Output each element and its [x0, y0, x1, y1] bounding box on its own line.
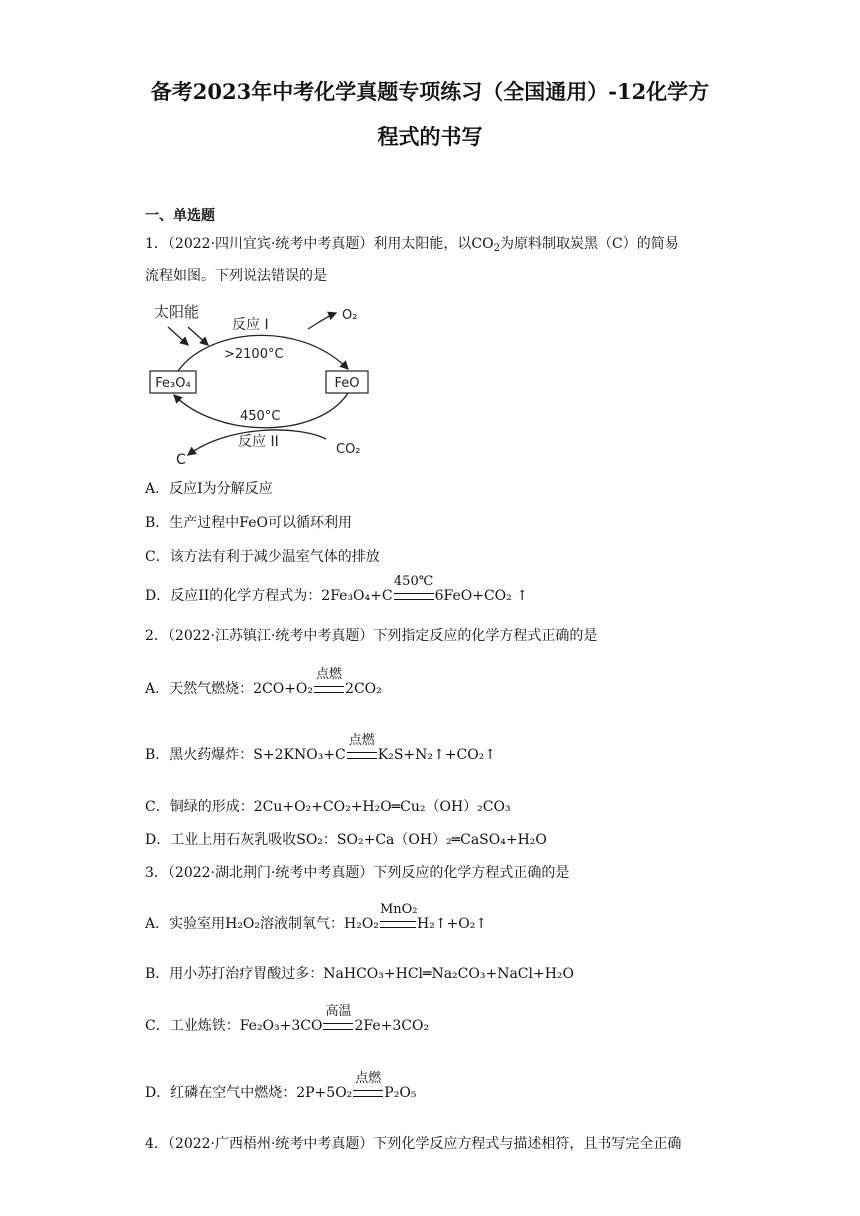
- q2-b-right: K₂S+N₂↑+CO₂↑: [377, 747, 497, 763]
- q3-option-c: [145, 1004, 430, 1035]
- q2-option-d: D．工业上用石灰乳吸收SO₂：SO₂+Ca（OH）₂═CaSO₄+H₂O: [145, 832, 547, 848]
- q1-co2-label: CO₂: [336, 442, 361, 457]
- q3-a-right: H₂↑+O₂↑: [416, 916, 488, 932]
- q3-c-condition: [323, 1004, 353, 1034]
- q3-a-prefix: A．实验室用H₂O₂溶液制氧气：H₂O₂: [145, 916, 379, 932]
- q3-c-right: 2Fe+3CO₂: [354, 1018, 430, 1034]
- q1-o2-label: O₂: [342, 308, 358, 323]
- q1-feo-label: FeO: [334, 376, 360, 391]
- q1-o2-arrow: [308, 313, 336, 329]
- q1-fe3o4-label: Fe₃O₄: [155, 376, 191, 391]
- q1-stem-sub: 2: [493, 243, 500, 254]
- q2-option-a: [145, 667, 382, 698]
- q1-sun-label: 太阳能: [154, 303, 200, 321]
- q2-b-cond-text: 点燃: [348, 733, 375, 748]
- q1-d-prefix: D．反应II的化学方程式为：: [145, 588, 322, 604]
- q1-c-label: C: [176, 452, 186, 467]
- q2-b-condition: [347, 733, 377, 763]
- q2-a-cond-text: 点燃: [316, 667, 343, 682]
- q3-a-cond-text: MnO₂: [379, 902, 418, 917]
- q3-option-a: [145, 902, 488, 933]
- q1-option-b: B．生产过程中FeO可以循环利用: [145, 515, 352, 531]
- q3-stem: 3．（2022·湖北荆门·统考中考真题）下列反应的化学方程式正确的是: [145, 865, 570, 881]
- q1-d-left: 2Fe₃O₄+C: [321, 588, 393, 604]
- q2-stem: 2．（2022·江苏镇江·统考中考真题）下列指定反应的化学方程式正确的是: [145, 628, 598, 644]
- q1-reaction1-label: 反应 I: [232, 317, 269, 333]
- q1-d-condition: [393, 574, 434, 604]
- q1-stem-line1: [145, 233, 679, 254]
- page-title-line1: 备考2023年中考化学真题专项练习（全国通用）-12化学方: [150, 79, 710, 104]
- q1-temp2-label: 450°C: [240, 409, 281, 424]
- q3-d-prefix: D．红磷在空气中燃烧：2P+5O₂: [145, 1085, 353, 1101]
- q3-d-right: P₂O₅: [384, 1085, 417, 1101]
- q3-c-prefix: C．工业炼铁：Fe₂O₃+3CO: [145, 1018, 323, 1034]
- q3-option-d: [145, 1071, 417, 1102]
- q2-a-condition: [314, 667, 344, 697]
- q1-d-right: 6FeO+CO₂ ↑: [434, 588, 528, 604]
- q1-sun-arrow-2: [188, 327, 208, 345]
- q2-b-prefix: B．黑火药爆炸：S+2KNO₃+C: [145, 747, 346, 763]
- q2-a-prefix: A．天然气燃烧：2CO+O₂: [145, 681, 314, 697]
- q1-reaction2-label: 反应 II: [238, 434, 279, 450]
- q3-d-cond-text: 点燃: [355, 1071, 382, 1086]
- q2-a-right: 2CO₂: [345, 681, 382, 697]
- q1-temp1-label: >2100°C: [224, 347, 284, 362]
- q1-option-d: [145, 574, 528, 605]
- q1-stem-text: 1．（2022·四川宜宾·统考中考真题）利用太阳能，以CO: [145, 236, 494, 252]
- q3-c-cond-text: 高温: [325, 1004, 352, 1019]
- q2-option-b: [145, 733, 497, 764]
- q3-d-condition: [353, 1071, 383, 1101]
- q1-option-c: C．该方法有利于减少温室气体的排放: [145, 549, 380, 565]
- q1-option-a: A．反应I为分解反应: [145, 481, 273, 497]
- section-heading: 一、单选题: [145, 208, 215, 224]
- q1-d-cond-text: 450℃: [393, 574, 434, 589]
- q1-sun-arrow-1: [168, 327, 188, 345]
- q3-option-b: B．用小苏打治疗胃酸过多：NaHCO₃+HCl═Na₂CO₃+NaCl+H₂O: [145, 966, 575, 982]
- q2-option-c: C．铜绿的形成：2Cu+O₂+CO₂+H₂O═Cu₂（OH）₂CO₃: [145, 799, 511, 815]
- q1-stem-line2: 流程如图。下列说法错误的是: [145, 268, 327, 284]
- q1-flow-diagram: [148, 299, 378, 467]
- q4-stem: 4．（2022·广西梧州·统考中考真题）下列化学反应方程式与描述相符，且书写完全正确: [145, 1136, 682, 1152]
- q3-a-condition: [379, 902, 418, 932]
- page-title-line2: 程式的书写: [377, 124, 483, 149]
- q1-stem-tail: 为原料制取炭黑（C）的简易: [500, 236, 679, 252]
